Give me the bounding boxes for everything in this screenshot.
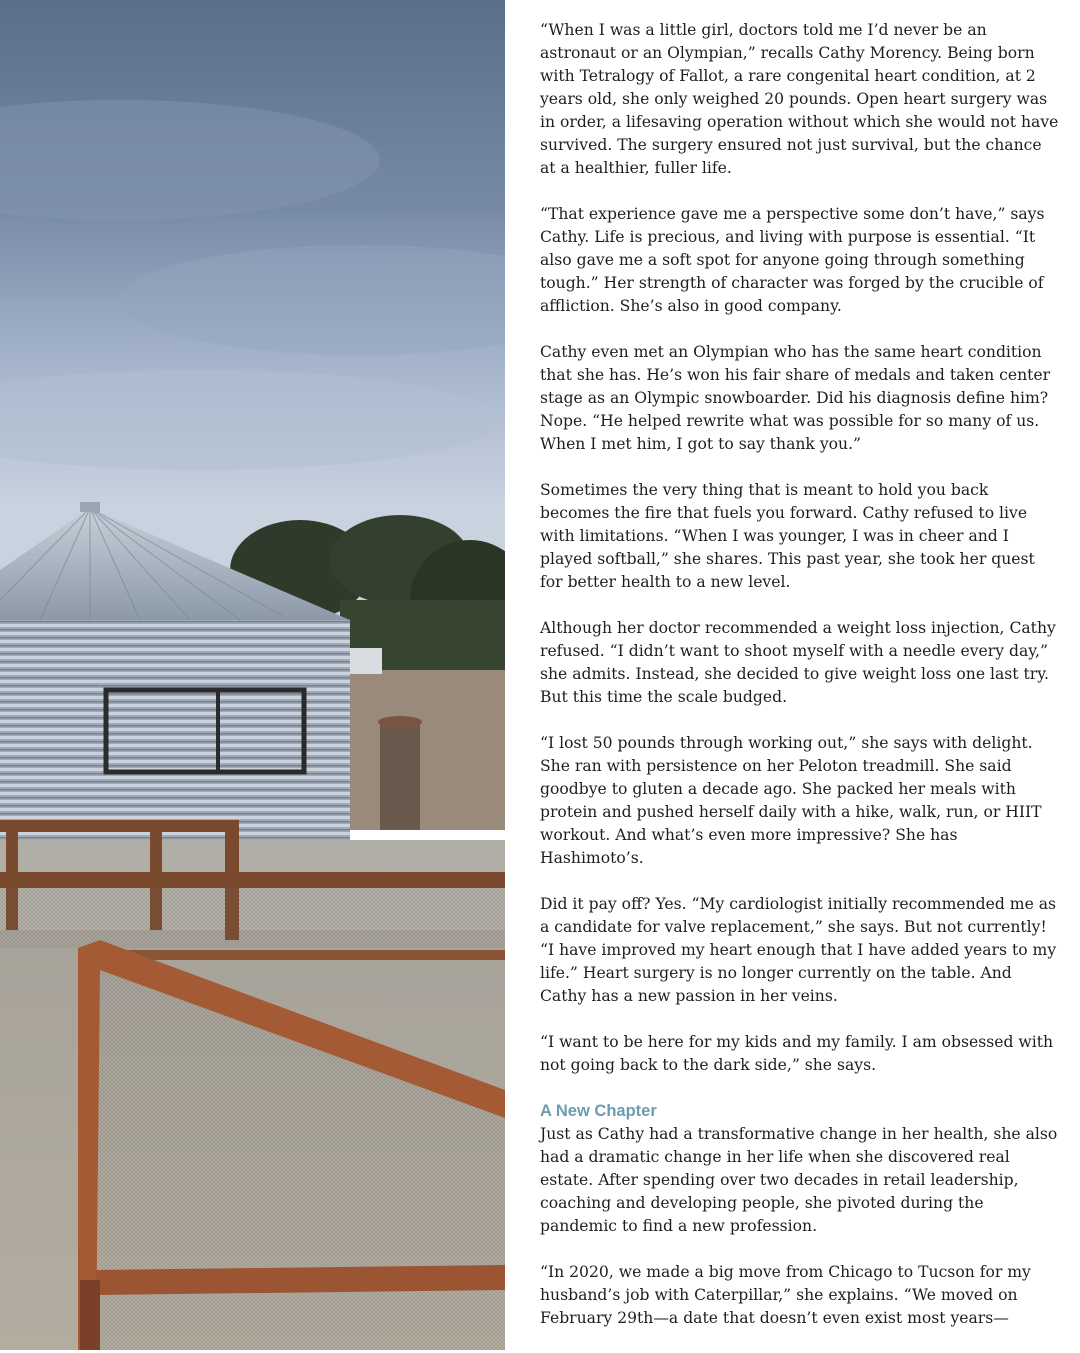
section-heading: A New Chapter (540, 1102, 657, 1120)
article-text-column (540, 19, 1060, 1353)
article-photo (0, 0, 505, 1350)
article-paragraph: Cathy even met an Olympian who has the same heart condition that she has. He’s won his fair share of medals and taken center stage as an Olympic snowboarder. Did his diagnosis define him? Nope. “He helped rewrite what was possible for so many of us. When I met him, I got to say thank you.” (540, 343, 1051, 453)
article-paragraph: “When I was a little girl, doctors told me I’d never be an astronaut or an Olympian,” recalls Cathy Morency. Being born with Tetralogy of Fallot, a rare congenital heart condition, at 2 years old, she only weighed 20 pounds. Open heart surgery was in order, a lifesaving operation without which she would not have survived. The surgery ensured not just survival, but the chance at a healthier, fuller life. (540, 21, 1059, 177)
silo-photo-illustration (0, 0, 505, 1350)
article-paragraph: “I want to be here for my kids and my family. I am obsessed with not going back to the dark side,” she says. (540, 1033, 1054, 1074)
article-paragraph: “In 2020, we made a big move from Chicago to Tucson for my husband’s job with Caterpillar,” she explains. “We moved on February 29th—a date that doesn’t even exist most years— (540, 1263, 1031, 1327)
article-paragraph: Sometimes the very thing that is meant to hold you back becomes the fire that fuels you forward. Cathy refused to live with limitations. “When I was younger, I was in cheer and I played softball,” she shares. This past year, she took her quest for better health to a new level. (540, 481, 1035, 591)
article-paragraph: “That experience gave me a perspective some don’t have,” says Cathy. Life is precious, and living with purpose is essential. “It also gave me a soft spot for anyone going through something tough.” Her strength of character was forged by the crucible of affliction. She’s also in good company. (540, 205, 1045, 315)
article-paragraph: Just as Cathy had a transformative change in her health, she also had a dramatic change in her life when she discovered real estate. After spending over two decades in retail leadership, coaching and developing people, she pivoted during the pandemic to find a new profession. (540, 1125, 1058, 1235)
article-paragraph: Did it pay off? Yes. “My cardiologist initially recommended me as a candidate for valve replacement,” she says. But not currently! “I have improved my heart enough that I have added years to my life.” Heart surgery is no longer currently on the table. And Cathy has a new passion in her veins. (540, 895, 1057, 1005)
article-paragraph: Although her doctor recommended a weight loss injection, Cathy refused. “I didn’t want to shoot myself with a needle every day,” she admits. Instead, she decided to give weight loss one last try. But this time the scale budged. (540, 619, 1056, 706)
article-paragraph: “I lost 50 pounds through working out,” she says with delight. She ran with persistence on her Peloton treadmill. She said goodbye to gluten a decade ago. She packed her meals with protein and pushed herself daily with a hike, walk, run, or HIIT workout. And what’s even more impressive? She has Hashimoto’s. (540, 734, 1042, 867)
